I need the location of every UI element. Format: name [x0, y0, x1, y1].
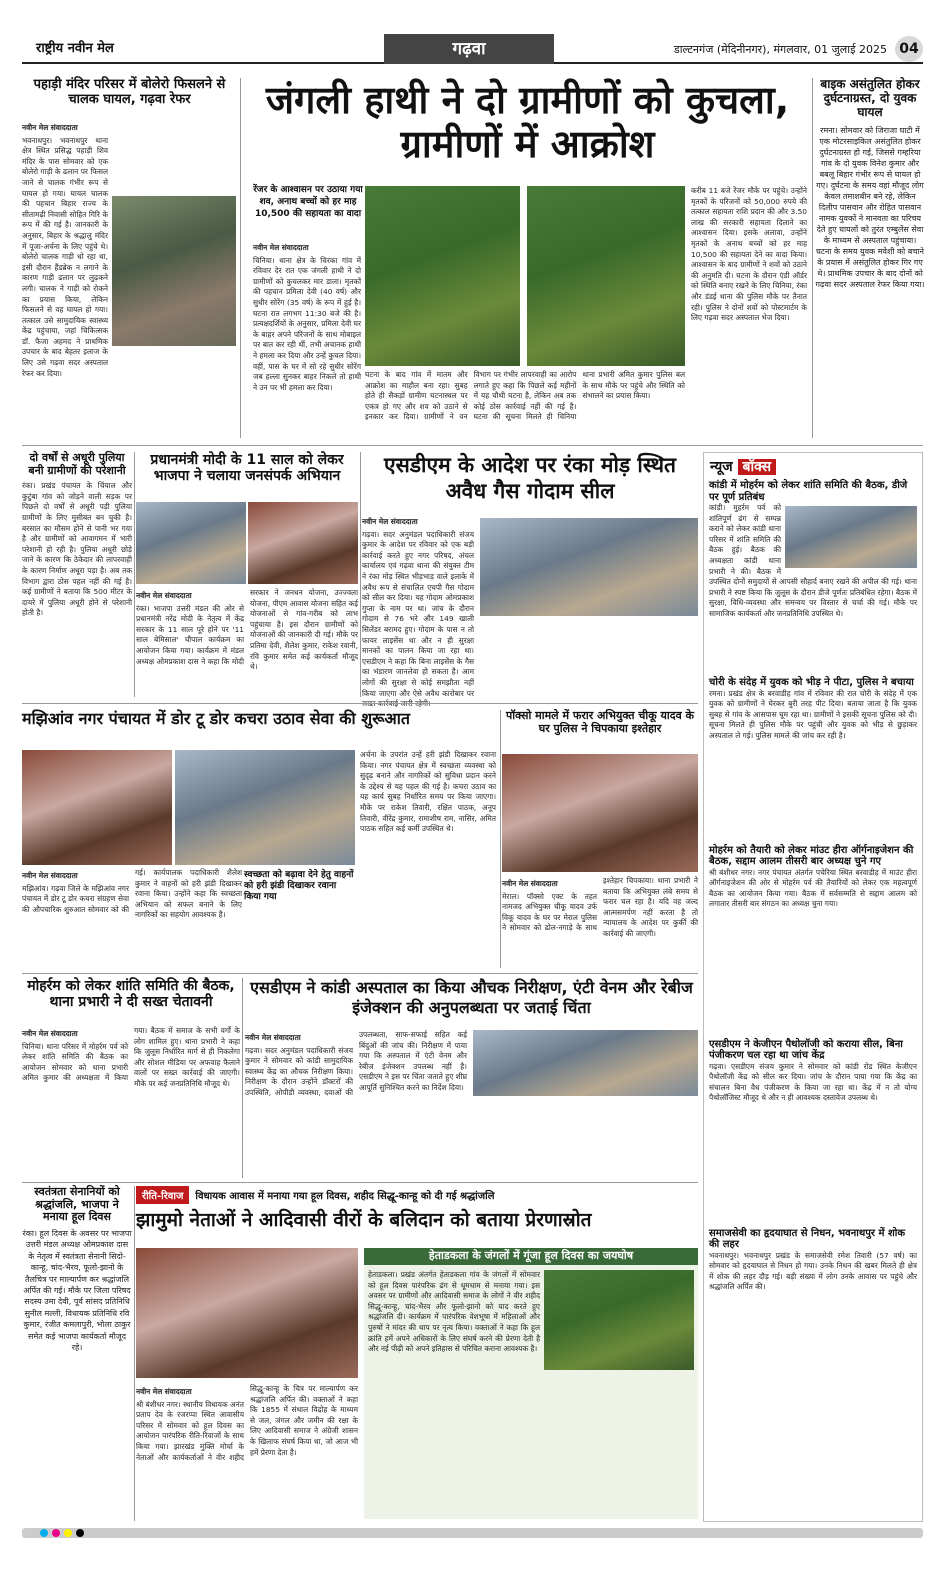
divider: [22, 973, 698, 974]
article-body: [22, 868, 242, 966]
headline: जंगली हाथी ने दो ग्रामीणों को कुचला, ग्रामीणों में आक्रोश: [265, 78, 790, 166]
divider: [22, 703, 698, 704]
black-mark: [76, 1529, 84, 1537]
bottom-color-strip: [22, 1528, 923, 1538]
article-body: [22, 1026, 240, 1176]
photo-poster-pasting: [502, 754, 698, 872]
byline: नवीन मेल संवाददाता: [502, 879, 558, 888]
dateline: डाल्टनगंज (मेदिनीनगर), मंगलवार, 01 जुलाई 2025: [673, 43, 887, 56]
article-body: [22, 120, 108, 378]
divider: [22, 1182, 698, 1183]
body-text: गढ़वा। सदर अनुमंडल पदाधिकारी संजय कुमार ने सोमवार को कांडी सामुदायिक स्वास्थ्य केंद्र का औचक निरीक्षण किया। निरीक्षण के दौरान उन्होंने डॉक्टरों की उपस्थिति, ओपीडी व्यवस्था, दवाओं की उपलब्धता, साफ-सफाई सहित कई बिंदुओं की जांच की। निरीक्षण में पाया गया कि अस्पताल में एंटी वेनम और रेबीज इंजेक्शन उपलब्ध नहीं है। एसडीएम ने इस पर चिंता जताते हुए शीघ्र आपूर्ति सुनिश्चित करने का निर्देश दिया।: [245, 1030, 467, 1097]
article-body: रंका। प्रखंड पंचायत के चिंयाल और कुटुंबा गांव को जोड़ने वाली सड़क पर पिछले दो वर्षों से अधूरी पड़ी पुलिया ग्रामीणों के लिए मुसीबत बन चुकी है। बरसात का मौसम होने से पानी भर गया है और ग्रामीणों को आवागमन में भारी परेशानी हो रही है। पुलिया अधूरी छोड़े जाने के कारण कि ठेकेदार की लापरवाही के कारण निर्माण अधूरा पड़ा है। अब तक विभाग द्वारा ठोस पहल नहीं की गई है। कई ग्रामीणों ने बताया कि 500 मीटर के दायरे में पुलिया अधूरी होने से परेशानी होती है।: [22, 481, 132, 618]
photo-godown-sealed: [480, 518, 698, 616]
section-tag: रीति-रिवाज: [136, 1186, 189, 1204]
page-number: 04: [895, 36, 923, 62]
photo-tribute: [136, 1248, 358, 1378]
article-body-2: अर्चना के उपरांत उन्हें हरी झंडी दिखाकर रवाना किया। नगर पंचायत क्षेत्र में स्वच्छता व्यवस्था को सुदृढ़ बनाने और नागरिकों को सुविधा प्रदान करने के उद्देश्य से यह पहल की गई है। कचरा उठाव का यह कार्य सुबह निर्धारित समय पर किया जाएगा। मौके पर राकेश तिवारी, रक्षित पाठक, अनूप तिवारी, वीरेंद्र कुमार, रामाशीष राम, नासिर, अमित पाठक सहित कई कर्मी उपस्थित थे।: [360, 750, 496, 834]
item-body: गढ़वा। एसडीएम संजय कुमार ने सोमवार को कांडी रोड स्थित केजीएन पैथोलॉजी केंद्र को सील कर दिया। जांच के दौरान पाया गया कि केंद्र का संचालन बिना वैध पंजीकरण के किया जा रहा था। केंद्र में न तो योग्य पैथोलॉजिस्ट मौजूद थे और न ही आवश्यक दस्तावेज उपलब्ध थे।: [709, 1061, 917, 1103]
item-body: कांडी। मुहर्रम पर्व को शांतिपूर्ण ढंग से सम्पन्न कराने को लेकर कांडी थाना परिसर में शांति समिति की बैठक हुई। बैठक की अध्यक्षता कांडी थाना प्रभारी ने की। बैठक में उपस्थित दोनों समुदायों से आपसी सौहार्द बनाए रखने की अपील की गई। थाना प्रभारी ने स्पष्ट किया कि जुलूस के दौरान डीजे पूर्णतः प्रतिबंधित रहेगा। बैठक में सुरक्षा, विधि-व्यवस्था और समन्वय पर विस्तार से चर्चा की गई। मौके पर सामाजिक कार्यकर्ता और जनप्रतिनिधि उपस्थित थे।: [709, 503, 917, 618]
byline: नवीन मेल संवाददाता: [22, 1029, 78, 1038]
photo-hul-celebration: [544, 1270, 694, 1370]
article-body-1: [253, 240, 361, 435]
article-muharram-chiniya: [22, 978, 240, 1178]
article-culvert: [22, 452, 132, 697]
divider: [22, 445, 923, 446]
section-title: गढ़वा: [384, 34, 554, 64]
headline: दो वर्षों से अधूरी पुलिया बनी ग्रामीणों की परेशानी: [28, 451, 126, 477]
article-body-3: करीब 11 बजे रेंजर मौके पर पहुंचे। उन्होंने मृतकों के परिजनों को 50,000 रुपये की तत्काल सहायता राशि प्रदान की और 3.50 लाख की सरकारी सहायता दिलाने का आश्वासन दिया। इसके अलावा, उन्होंने मृतकों के अनाथ बच्चों को हर माह 10,500 की सहायता देने का वादा किया। आश्वासन के बाद ग्रामीणों ने शवों को उठाने की अनुमति दी। घटना के दौरान एंडी ऑर्डर को स्थिति बनाए रखने के लिए चिनिया, रंका और डंडई थाना की पुलिस मौके पर तैनात रही। पुलिस ने दोनों शवों को पोस्टमार्टम के लिए गढ़वा सदर अस्पताल भेज दिया।: [691, 186, 807, 323]
headline: मझिआंव नगर पंचायत में डोर टू डोर कचरा उठाव सेवा की शुरूआत: [22, 709, 410, 728]
article-body-2: घटना के बाद गांव में मातम और आक्रोश का माहौल बना रहा। सुबह होते ही सैकड़ों ग्रामीण घटनास्थल पर एकत्र हो गए और शव को उठाने से इनकार कर दिया। ग्रामीणों ने वन विभाग पर गंभीर लापरवाही का आरोप लगाते हुए कहा कि पिछले कई महीनों में यह चौथी घटना है, लेकिन अब तक कोई ठोस कार्रवाई नहीं की गई है। घटना की सूचना मिलते ही चिनिया थाना प्रभारी अमित कुमार पुलिस बल के साथ मौके पर पहुंचे और स्थिति को संभालने का प्रयास किया।: [365, 370, 685, 422]
photo-campaign-2: [248, 502, 358, 584]
masthead-brand: राष्ट्रीय नवीन मेल: [36, 41, 114, 56]
headline: पहाड़ी मंदिर परिसर में बोलेरो फिसलने से चालक घायल, गढ़वा रेफर: [33, 77, 226, 107]
article-hospital-inspection: [245, 978, 698, 1178]
article-body: [245, 1030, 467, 1176]
column-rule: [134, 452, 135, 697]
byline: नवीन मेल संवाददाता: [136, 591, 192, 600]
column-rule: [242, 978, 243, 1178]
byline: नवीन मेल संवाददाता: [136, 1387, 192, 1396]
headline: पॉक्सो मामले में फरार अभियुक्त चीकू यादव के घर पुलिस ने चिपकाया इश्तेहार: [506, 709, 694, 735]
hetakala-box: [364, 1248, 698, 1519]
article-garbage-collection: [22, 710, 497, 968]
byline: नवीन मेल संवाददाता: [22, 871, 78, 880]
news-box-header: [704, 453, 922, 480]
body-text: मेराल। पॉक्सो एक्ट के तहत नामजद अभियुक्त चीकू यादव उर्फ विकू यादव के घर पर मेराल पुलिस ने सोमवार को ढोल-नगाड़े के साथ इश्तेहार चिपकाया। थाना प्रभारी ने बताया कि अभियुक्त लंबे समय से फरार चल रहा है। यदि वह जल्द आत्मसमर्पण नहीं करता है तो न्यायालय के आदेश पर कुर्की की कार्रवाई की जाएगी।: [502, 876, 698, 938]
photo-victim-1: [365, 186, 520, 366]
cyan-mark: [40, 1529, 48, 1537]
page-header: [22, 34, 923, 64]
body-text: भवनाथपुर। भवनाथपुर थाना क्षेत्र स्थित प्रसिद्ध पहाड़ी शिव मंदिर के पास सोमवार को एक बोलेरो गाड़ी के ढलान पर फिसल जाने से चालक गंभीर रूप से घायल हो गया। घायल चालक की पहचान बिहार राज्य के सीतामढ़ी निवासी सोहित गिरि के रूप में की गई है। जानकारी के अनुसार, बिहार के श्रद्धालु मंदिर में पूजा-अर्चना के लिए पहुंचे थे। बोलेरो चालक गाड़ी धो रहा था, इसी दौरान हैंडब्रेक न लगाने के कारण गाड़ी ढलान पर लुढ़कने लगी। चालक ने गाड़ी को रोकने का प्रयास किया, लेकिन फिसलने से वह घायल हो गया। तत्काल उसे सामुदायिक स्वास्थ्य केंद्र पहुंचाया, जहां चिकित्सक डॉ. फैजा अहमद ने प्राथमिक उपचार के बाद बेहतर इलाज के लिए उसे गढ़वा सदर अस्पताल रेफर कर दिया।: [22, 135, 108, 378]
column-rule: [360, 452, 361, 697]
column-rule: [500, 710, 501, 968]
headline: एसडीएम ने कांडी अस्पताल का किया औचक निरीक्षण, एंटी वेनम और रेबीज इंजेक्शन की अनुपलब्धता पर जताई चिंता: [250, 978, 693, 1017]
article-bolero-accident: [22, 78, 237, 438]
news-label: न्यूज: [710, 459, 733, 475]
item-body: रमना। प्रखंड क्षेत्र के बरवाडीह गांव में रविवार की रात चोरी के संदेह में एक युवक को ग्रामीणों ने घेरकर बुरी तरह पीट दिया। बताया जाता है कि युवक सुबह से गांव के आसपास घूम रहा था। ग्रामीणों ने इसकी सूचना पुलिस को दी। सूचना मिलते ही पुलिस मौके पर पहुंची और युवक को भीड़ से छुड़ाकर अस्पताल ले गई। पुलिस मामले की जांच कर रही है।: [709, 688, 917, 740]
byline: नवीन मेल संवाददाता: [253, 243, 309, 252]
headline: बाइक असंतुलित होकर दुर्घटनाग्रस्त, दो युवक घायल: [820, 77, 920, 119]
yellow-mark: [64, 1529, 72, 1537]
item-title: चोरी के संदेह में युवक को भीड़ ने पीटा, पुलिस ने बचाया: [709, 677, 914, 688]
item-title: एसडीएम ने केजीएन पैथोलॉजी को कराया सील, बिना पंजीकरण चल रहा था जांच केंद्र: [709, 1038, 903, 1061]
article-body: रंका। हूल दिवस के अवसर पर भाजपा उत्तरी मंडल अध्यक्ष ओमप्रकाश दास के नेतृत्व में स्वतंत्रता सेनानी सिदो-कान्हू, चांद-भैरव, फूलो-झानो के तैलचित्र पर माल्यार्पण कर श्रद्धांजलि अर्पित की गई। मौके पर जिला परिषद सदस्य उमा देवी, पूर्व सांसद प्रतिनिधि सुनील मल्ली, विधायक प्रतिनिधि रवि कुमार, रंजीत कमलापुरी, भोला ठाकुर समेत कई भाजपा कार्यकर्ता मौजूद रहे।: [22, 1228, 132, 1352]
headline: हेताडकला के जंगलों में गूंजा हूल दिवस का जयघोष: [364, 1248, 698, 1265]
bullet-point: रेंजर के आश्वासन पर उठाया गया शव, अनाथ बच्चों को हर माह 10,500 की सहायता का वादा: [253, 185, 363, 219]
photo-injured-driver: [112, 196, 236, 346]
photo-victim-2: [527, 186, 685, 366]
photo-caption: स्वच्छता को बढ़ावा देने हेतु वाहनों को हरी झंडी दिखाकर रवाना किया गया: [244, 870, 354, 902]
column-rule: [812, 78, 813, 438]
body-text: गढ़वा। सदर अनुमंडल पदाधिकारी संजय कुमार के आदेश पर रविवार को एक बड़ी कार्रवाई करते हुए नगर परिषद, अंचल कार्यालय एवं गढ़वा थाना की संयुक्त टीम ने रंका मोड़ स्थित भीड़भाड़ वाले इलाके में अवैध रूप से संचालित एचपी गैस गोदाम को सील कर दिया। यह गोदाम ओमप्रकाश गुप्ता के नाम पर था। जांच के दौरान गोदाम से 76 भरे और 149 खाली सिलेंडर बरामद हुए। गोदाम के पास न तो फायर लाइसेंस था और न ही सुरक्षा मानकों का पालन किया जा रहा था। एसडीएम ने कहा कि बिना लाइसेंस के गैस का भंडारण जानलेवा हो सकता है। आम लोगों की सुरक्षा से कोई समझौता नहीं किया जाएगा और ऐसे अवैध कारोबार पर: [362, 529, 474, 698]
strapline: विधायक आवास में मनाया गया हूल दिवस, शहीद सिद्धू-कान्हू को दी गई श्रद्धांजलि: [195, 1191, 495, 1202]
magenta-mark: [52, 1529, 60, 1537]
photo-meeting: [785, 506, 917, 568]
article-pocso: [502, 710, 698, 968]
photo-flagoff: [22, 750, 172, 865]
article-bike-accident: [815, 78, 925, 438]
headline: प्रधानमंत्री मोदी के 11 साल को लेकर भाजपा ने चलाया जनसंपर्क अभियान: [150, 452, 344, 485]
byline: नवीन मेल संवाददाता: [22, 123, 78, 132]
body-text: रंका। भाजपा उत्तरी मंडल की ओर से प्रधानमंत्री नरेंद्र मोदी के नेतृत्व में केंद्र सरकार के 11 साल पूरे होने पर '11 साल बेमिसाल' चौपाल कार्यक्रम का आयोजन किया गया। कार्यक्रम में मंडल अध्यक्ष ओमप्रकाश दास ने कहा कि मोदी सरकार ने जनधन योजना, उज्ज्वला योजना, पीएम आवास योजना सहित कई योजनाओं से गांव-गरीब को लाभ पहुंचाया है। इस दौरान ग्रामीणों को योजनाओं की जानकारी दी गई। मौके पर प्रतिमा देवी, शैलेश कुमार, राकेश रवानी, रवि कुमार समेत कई कार्यकर्ता मौजूद थे।: [136, 588, 358, 672]
body-text: मझिआंव। गढ़वा जिले के मझिआंव नगर पंचायत में डोर टू डोर कचरा संग्रहण सेवा की औपचारिक शुरुआत सोमवार को की गई। कार्यपालक पदाधिकारी शैलेश कुमार ने वाहनों को हरी झंडी दिखाकर रवाना किया। उन्होंने कहा कि स्वच्छता अभियान को सफल बनाने के लिए नागरिकों का सहयोग आवश्यक है।: [22, 868, 242, 920]
body-text: श्री बंशीधर नगर। स्थानीय विधायक अनंत प्रताप देव के रजरप्पा स्थित आवासीय परिसर में सोमवार को हूल दिवस का आयोजन पारंपरिक रीति-रिवाजों के साथ किया गया। झारखंड मुक्ति मोर्चा के नेताओं और कार्यकर्ताओं ने वीर शहीद सिद्धू-कान्हू के चित्र पर माल्यार्पण कर श्रद्धांजलि अर्पित की। वक्ताओं ने कहा कि 1855 में संथाल विद्रोह के माध्यम से जल, जंगल और जमीन की रक्षा के लिए आदिवासी समाज ने अंग्रेजी शासन के खिलाफ संघर्ष किया था, जो आज भी हमें प्रेरणा देता है।: [136, 1384, 358, 1462]
item-title: कांडी में मोहर्रम को लेकर शांति समिति की बैठक, डीजे पर पूर्ण प्रतिबंध: [709, 480, 908, 503]
body-text: चिनिया। थाना परिसर में मोहर्रम पर्व को लेकर शांति समिति की बैठक का आयोजन सोमवार को थाना प्रभारी अमित कुमार की अध्यक्षता में किया गया। बैठक में समाज के सभी वर्गों के लोग शामिल हुए। थाना प्रभारी ने कहा कि जुलूस निर्धारित मार्ग से ही निकलेगा और सोशल मीडिया पर अफवाह फैलाने वालों पर सख्त कार्रवाई की जाएगी। मौके पर कई जनप्रतिनिधि मौजूद थे।: [22, 1026, 240, 1088]
strap-row: [136, 1186, 698, 1204]
article-hul-diwas-bjp: [22, 1186, 132, 1521]
photo-inspection: [473, 1030, 698, 1096]
article-bjp-campaign: [136, 452, 358, 697]
news-box: [703, 452, 923, 1522]
article-body: [136, 1384, 358, 1519]
article-gas-godown: [362, 452, 698, 697]
item-title: मोहर्रम को तैयारी को लेकर मांउट हीरा ऑर्गनाइजेशन की बैठक, सद्दाम आलम तीसरी बार अध्यक्ष चुने गए: [709, 844, 914, 867]
item-body: भवनाथपुर। भवनाथपुर प्रखंड के समाजसेवी रमेश तिवारी (57 वर्ष) का सोमवार को हृदयाघात से निधन हो गया। उनके निधन की खबर मिलते ही क्षेत्र में शोक की लहर दौड़ गई। बड़ी संख्या में लोग उनके आवास पर पहुंचे और श्रद्धांजलि अर्पित की।: [709, 1250, 917, 1292]
byline: नवीन मेल संवाददाता: [362, 517, 418, 526]
column-rule: [240, 78, 241, 438]
article-body: हेताडकला। प्रखंड अंतर्गत हेताडकला गांव के जंगलों में सोमवार को हूल दिवस पारंपरिक ढंग से धूमधाम से मनाया गया। इस अवसर पर ग्रामीणों और आदिवासी समाज के लोगों ने वीर शहीद सिद्धू-कान्हू, चांद-भैरव और फूलो-झानो को याद करते हुए श्रद्धांजलि दी। कार्यक्रम में पारंपरिक वेशभूषा में महिलाओं और पुरुषों ने मांदर की थाप पर नृत्य किया। वक्ताओं ने कहा कि हूल क्रांति हमें अपने अधिकारों के लिए संघर्ष करने की प्रेरणा देती है और नई पीढ़ी को अपने इतिहास से परिचित कराना आवश्यक है।: [368, 1270, 540, 1354]
article-jmm-hul-diwas: [136, 1186, 698, 1521]
item-title: समाजसेवी का हृदयाघात से निधन, भवनाथपुर में शोक की लहर: [709, 1227, 906, 1250]
article-elephant: [245, 78, 810, 438]
headline: झामुमो नेताओं ने आदिवासी वीरों के बलिदान को बताया प्रेरणास्रोत: [136, 1209, 592, 1231]
photo-vehicles: [175, 750, 355, 865]
column-rule: [134, 1186, 135, 1521]
body-text: चिनिया। थाना क्षेत्र के चिरका गांव में रविवार देर रात एक जंगली हाथी ने दो ग्रामीणों को कुचलकर मार डाला। मृतकों की पहचान प्रमिला देवी (40 वर्ष) और सुधीर सोरेंग (35 वर्ष) के रूप में हुई है। घटना रात लगभग 11:30 बजे की है। प्रत्यक्षदर्शियों के अनुसार, प्रमिला देवी घर के बाहर अपने परिजनों के साथ मोबाइल पर बात कर रही थीं, तभी अचानक हाथी ने हमला कर दिया और उन्हें कुचल दिया। वहीं, पास के घर में सो रहे सुधीर सोरेंग जब हल्ला सुनकर बाहर निकले तो हाथी ने उन पर भी हमला कर दिया।: [253, 255, 361, 392]
article-body: [362, 514, 474, 698]
item-body: श्री बंशीधर नगर। नगर पंचायत अंतर्गत पचेरिया स्थित बरवाडीह में माउंट हीरा ऑर्गनाइजेशन की ओर से मोहर्रम पर्व की तैयारियों को लेकर एक महत्वपूर्ण बैठक का आयोजन किया गया। बैठक में सर्वसम्मति से सद्दाम आलम को लगातार तीसरी बार संगठन का अध्यक्ष चुना गया।: [709, 867, 917, 909]
article-body: [502, 876, 698, 966]
article-body: रमना। सोमवार को जिराजा घाटी में एक मोटरसाइकिल असंतुलित होकर दुर्घटनाग्रस्त हो गई, जिससे गम्हरिया गांव के दो युवक विनेश कुमार और बबलू बिहार गंभीर रूप से घायल हो गए। दुर्घटना के समय वहां मौजूद लोग केवल तमाशबीन बने रहे, लेकिन दिलीप पासवान और रोहित पासवान नामक युवकों ने मानवता का परिचय देते हुए घायलों को तुरंत एम्बुलेंस सेवा के माध्यम से अस्पताल पहुंचाया। घटना के समय युवक मवेशी को बचाने के प्रयास में असंतुलित होकर गिर गए थे। प्राथमिक उपचार के बाद दोनों को गढ़वा सदर अस्पताल रेफर किया गया।: [815, 126, 925, 290]
photo-campaign-1: [136, 502, 246, 584]
box-label: बॉक्स: [738, 459, 777, 475]
article-body: [136, 588, 358, 696]
headline: एसडीएम के आदेश पर रंका मोड़ स्थित अवैध गैस गोदाम सील: [383, 453, 677, 503]
headline: मोहर्रम को लेकर शांति समिति की बैठक, थाना प्रभारी ने दी सख्त चेतावनी: [27, 978, 235, 1011]
byline: नवीन मेल संवाददाता: [245, 1033, 301, 1042]
headline: स्वतंत्रता सेनानियों को श्रद्धांजलि, भाजपा ने मनाया हूल दिवस: [34, 1185, 120, 1224]
